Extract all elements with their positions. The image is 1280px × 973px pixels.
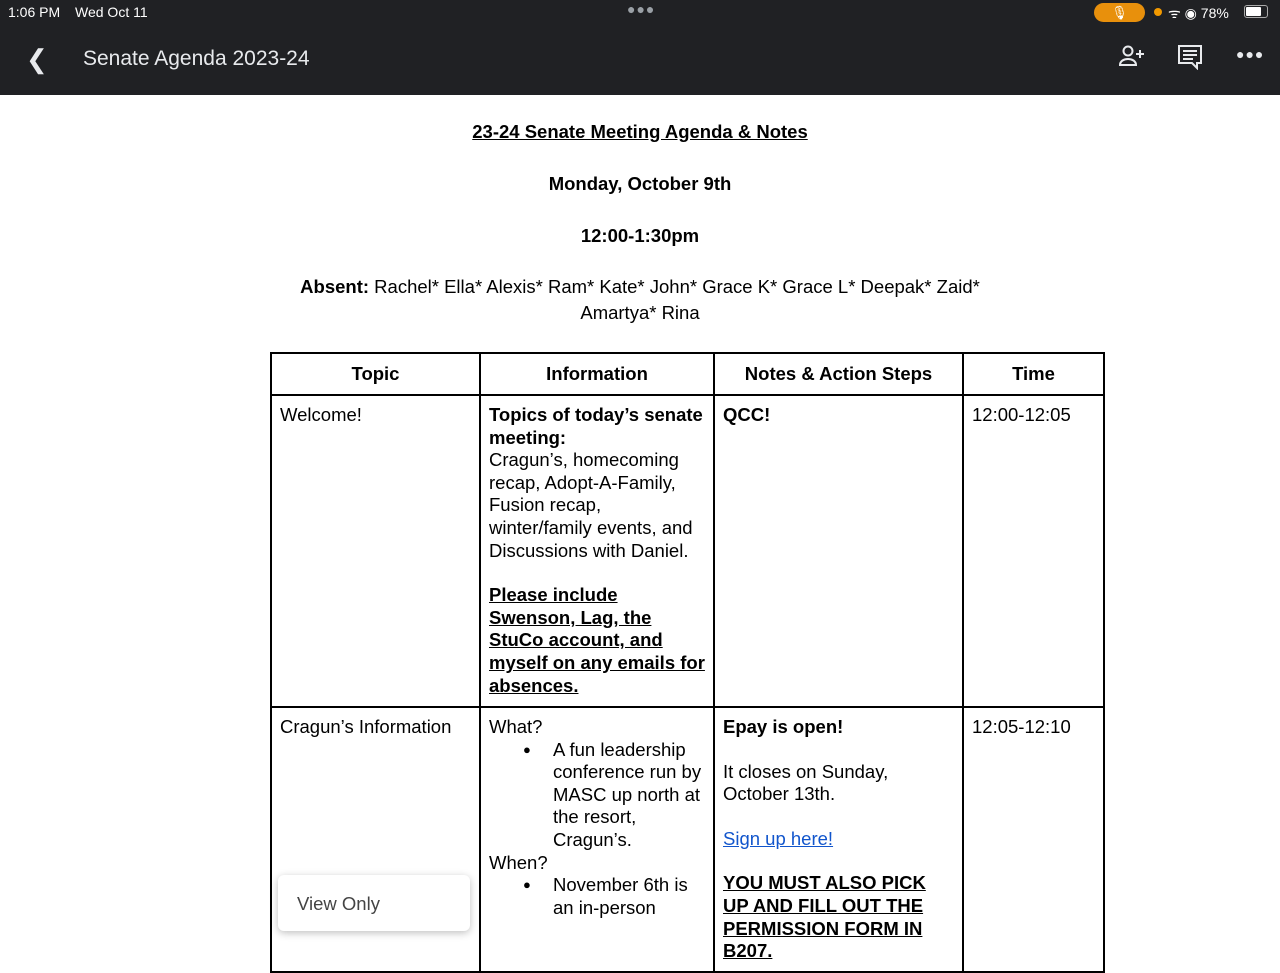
app-bar	[0, 24, 1280, 95]
view-only-toast: View Only	[278, 875, 470, 931]
what-label: What?	[489, 716, 543, 737]
multitask-dots-icon[interactable]: ●●●	[627, 1, 656, 17]
epay-open: Epay is open!	[723, 716, 844, 737]
status-date: Wed Oct 11	[75, 4, 148, 20]
cell-notes	[714, 707, 963, 972]
list-item: ● November 6th is an in-person	[523, 874, 705, 919]
header-topic: Topic	[271, 353, 480, 395]
permission-warning: YOU MUST ALSO PICK UP AND FILL OUT THE PERMISSION FORM IN B207.	[723, 872, 926, 962]
microphone-icon: 🎙	[1094, 3, 1145, 22]
cell-topic: Welcome!	[271, 395, 480, 707]
cell-topic: Cragun’s Information	[271, 707, 480, 972]
meeting-date: Monday, October 9th	[548, 173, 732, 194]
meeting-time: 12:00-1:30pm	[580, 225, 700, 246]
absent-line	[0, 276, 1280, 298]
wifi-icon: ᯤ ◉ 78%	[1168, 5, 1229, 21]
back-icon[interactable]: ❮	[26, 44, 48, 74]
table-row	[271, 395, 1104, 707]
doc-heading: 23-24 Senate Meeting Agenda & Notes	[472, 121, 808, 142]
cell-time: 12:00-12:05	[963, 395, 1104, 707]
battery-percent: 78%	[1200, 5, 1229, 21]
info-bold: Topics of today’s senate meeting:	[489, 404, 703, 448]
absent-line-2: Amartya* Rina	[580, 302, 700, 323]
more-options-icon[interactable]: ●●●	[1236, 46, 1265, 62]
epay-closes: It closes on Sunday, October 13th.	[723, 760, 889, 805]
cell-notes: QCC!	[714, 395, 963, 707]
table-header-row	[271, 353, 1104, 395]
status-bar	[0, 0, 1280, 24]
header-notes: Notes & Action Steps	[714, 353, 963, 395]
battery-icon	[1244, 5, 1268, 18]
cell-information	[480, 395, 714, 707]
share-add-person-icon[interactable]	[1118, 44, 1146, 74]
status-time: 1:06 PM	[8, 4, 61, 20]
cell-time: 12:05-12:10	[963, 707, 1104, 972]
doc-title: Senate Agenda 2023-24	[83, 47, 310, 70]
sign-up-link[interactable]: Sign up here!	[723, 827, 834, 849]
document-body	[0, 95, 1280, 960]
list-item: ● A fun leadership conference run by MASC up north at the resort, Cragun’s.	[523, 739, 705, 852]
cell-information	[480, 707, 714, 972]
comment-icon[interactable]	[1177, 44, 1203, 76]
absent-names: Rachel* Ella* Alexis* Ram* Kate* John* Grace K* Grace L* Deepak* Zaid*	[374, 276, 980, 297]
header-time: Time	[963, 353, 1104, 395]
info-text: Cragun’s, homecoming recap, Adopt-A-Family, Fusion recap, winter/family events, and Discussions with Daniel.	[489, 449, 693, 561]
info-note: Please include Swenson, Lag, the StuCo account, and myself on any emails for absences.	[489, 584, 705, 696]
absent-label: Absent:	[300, 276, 370, 297]
header-information: Information	[480, 353, 714, 395]
table-row	[271, 707, 1104, 972]
mic-indicator-icon	[1154, 8, 1162, 16]
when-label: When?	[489, 851, 548, 873]
